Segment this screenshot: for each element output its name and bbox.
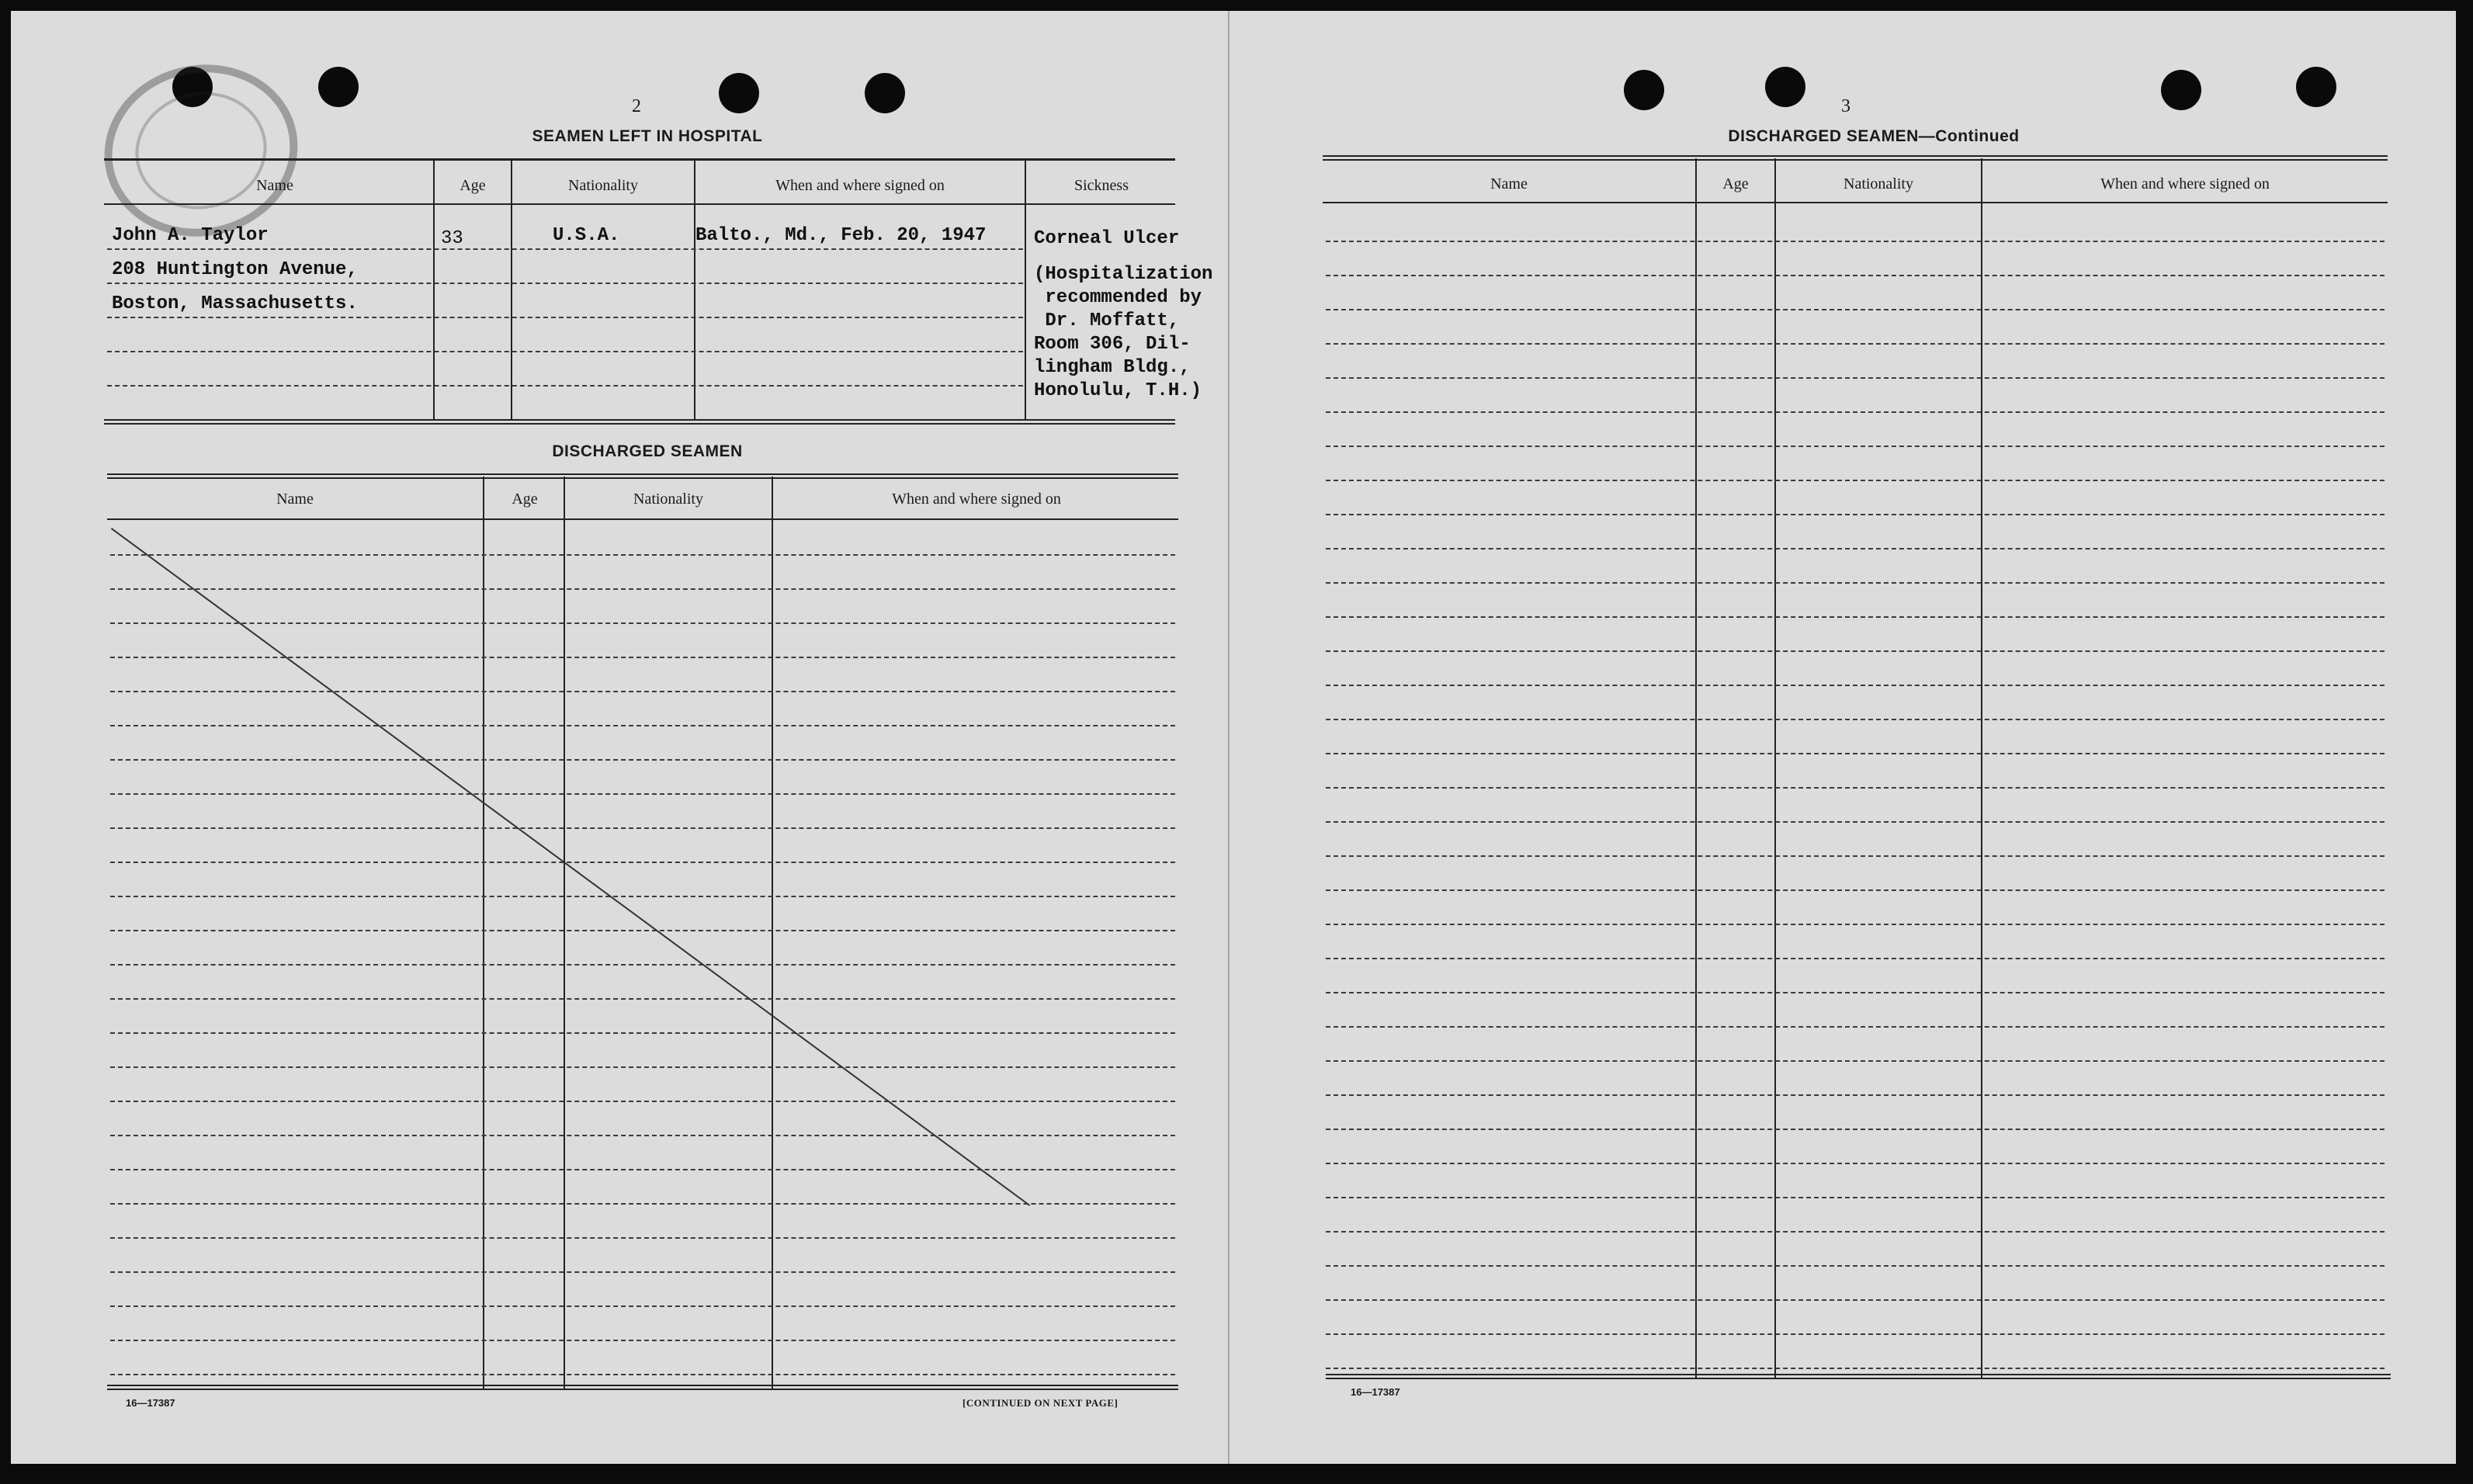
page-number-right: 3 [1841,96,1850,116]
punch-hole [865,73,905,113]
row-line [110,1340,1175,1341]
page-number-left: 2 [632,96,641,116]
row-line [1326,548,2385,550]
row-line [1326,377,2385,379]
row-line [1326,992,2385,993]
row-line [1326,787,2385,789]
row-line [1326,958,2385,959]
discharged-bottom-rule [107,1385,1178,1386]
entry-sickness-line-1: Corneal Ulcer [1034,228,1180,249]
row-line [1326,719,2385,720]
col-divider [433,160,435,421]
right-col-nationality: Nationality [1843,175,1913,192]
right-section-title: DISCHARGED SEAMEN—Continued [1728,127,2020,145]
col-sickness: Sickness [1074,177,1129,194]
row-line [110,725,1175,726]
row-line [107,283,1023,284]
right-table-top-rule [1323,155,2388,157]
punch-hole [2161,70,2201,110]
row-line [110,1305,1175,1307]
row-line [1326,480,2385,481]
row-line [1326,241,2385,242]
col-divider [772,477,773,1389]
punch-hole [1765,67,1805,107]
row-line [1326,821,2385,823]
row-line [110,1032,1175,1034]
row-line [1326,1026,2385,1028]
row-line [107,351,1023,352]
row-line [1326,411,2385,413]
row-line [110,691,1175,692]
discharged-section-title: DISCHARGED SEAMEN [552,442,743,460]
entry-sickness-line-3: recommended by [1034,287,1202,308]
row-line [1326,1299,2385,1301]
col-divider [564,477,565,1389]
discharged-col-name: Name [276,491,314,508]
row-line [110,1374,1175,1375]
document-sheet [11,11,2456,1464]
row-line [110,1271,1175,1273]
discharged-col-nationality: Nationality [633,491,703,508]
entry-name-line-2: 208 Huntington Avenue, [112,259,358,280]
row-line [110,930,1175,931]
row-line [110,657,1175,658]
row-line [1326,924,2385,925]
row-line [1326,1265,2385,1267]
row-line [1326,582,2385,584]
row-line [1326,514,2385,515]
form-number-left: 16—17387 [126,1397,175,1409]
row-line [1326,650,2385,652]
row-line [110,998,1175,1000]
row-line [110,827,1175,829]
row-line [110,1237,1175,1239]
col-divider [694,160,695,421]
row-line [1326,1368,2385,1369]
cancel-line [111,528,1030,1206]
right-col-age: Age [1722,175,1749,192]
row-line [1326,309,2385,310]
row-line [1326,275,2385,276]
row-line [1326,685,2385,686]
hospital-section-title: SEAMEN LEFT IN HOSPITAL [532,127,763,145]
entry-signed-on: Balto., Md., Feb. 20, 1947 [695,225,987,246]
row-line [110,793,1175,795]
col-divider [1981,158,1982,1378]
row-line [110,862,1175,863]
discharged-header-rule [107,518,1178,520]
table-top-rule [104,158,1175,161]
row-line [110,1066,1175,1068]
row-line [1326,753,2385,754]
entry-sickness-line-5: Room 306, Dil- [1034,334,1191,355]
discharged-col-signed-on: When and where signed on [892,491,1061,508]
row-line [107,317,1023,318]
row-line [107,385,1023,387]
col-divider [483,477,484,1389]
discharged-top-rule [107,473,1178,475]
row-line [1326,1129,2385,1130]
punch-hole [318,67,359,107]
entry-sickness-line-6: lingham Bldg., [1034,357,1191,378]
page-fold-line [1228,11,1230,1464]
row-line [1326,446,2385,447]
row-line [110,622,1175,624]
entry-sickness-line-2: (Hospitalization [1034,264,1213,285]
row-line [1326,1197,2385,1198]
row-line [1326,343,2385,345]
postmark-stamp [88,47,314,254]
right-col-name: Name [1490,175,1528,192]
col-divider [1774,158,1776,1378]
col-nationality: Nationality [568,177,638,194]
row-line [1326,1163,2385,1164]
continued-note: [CONTINUED ON NEXT PAGE] [962,1397,1119,1409]
form-number-right: 16—17387 [1351,1386,1400,1398]
row-line [110,1203,1175,1205]
right-col-signed-on: When and where signed on [2100,175,2270,192]
punch-hole [719,73,759,113]
col-age: Age [460,177,486,194]
row-line [1326,1060,2385,1062]
row-line [110,554,1175,556]
entry-nationality: U.S.A. [553,225,620,246]
row-line [1326,616,2385,618]
entry-name-line-3: Boston, Massachusetts. [112,293,358,314]
row-line [110,896,1175,897]
row-line [110,1135,1175,1136]
col-name: Name [256,177,293,194]
entry-age: 33 [441,228,463,249]
row-line [110,1169,1175,1170]
entry-name-line-1: John A. Taylor [112,225,269,246]
col-signed-on: When and where signed on [775,177,945,194]
col-divider [1695,158,1697,1378]
row-line [1326,1333,2385,1335]
table-bottom-rule [104,419,1175,421]
row-line [1326,1094,2385,1096]
right-header-rule [1323,202,2388,203]
row-line [1326,1231,2385,1233]
col-divider [1025,160,1026,421]
header-rule [104,203,1175,205]
punch-hole [2296,67,2336,107]
right-table-bottom-rule [1326,1374,2391,1375]
row-line [110,759,1175,761]
discharged-col-age: Age [512,491,538,508]
punch-hole [1624,70,1664,110]
entry-sickness-line-7: Honolulu, T.H.) [1034,380,1202,401]
row-line [110,588,1175,590]
row-line [110,964,1175,966]
entry-sickness-line-4: Dr. Moffatt, [1034,310,1180,331]
row-line [1326,889,2385,891]
col-divider [511,160,512,421]
row-line [107,248,1023,250]
row-line [1326,855,2385,857]
row-line [110,1101,1175,1102]
